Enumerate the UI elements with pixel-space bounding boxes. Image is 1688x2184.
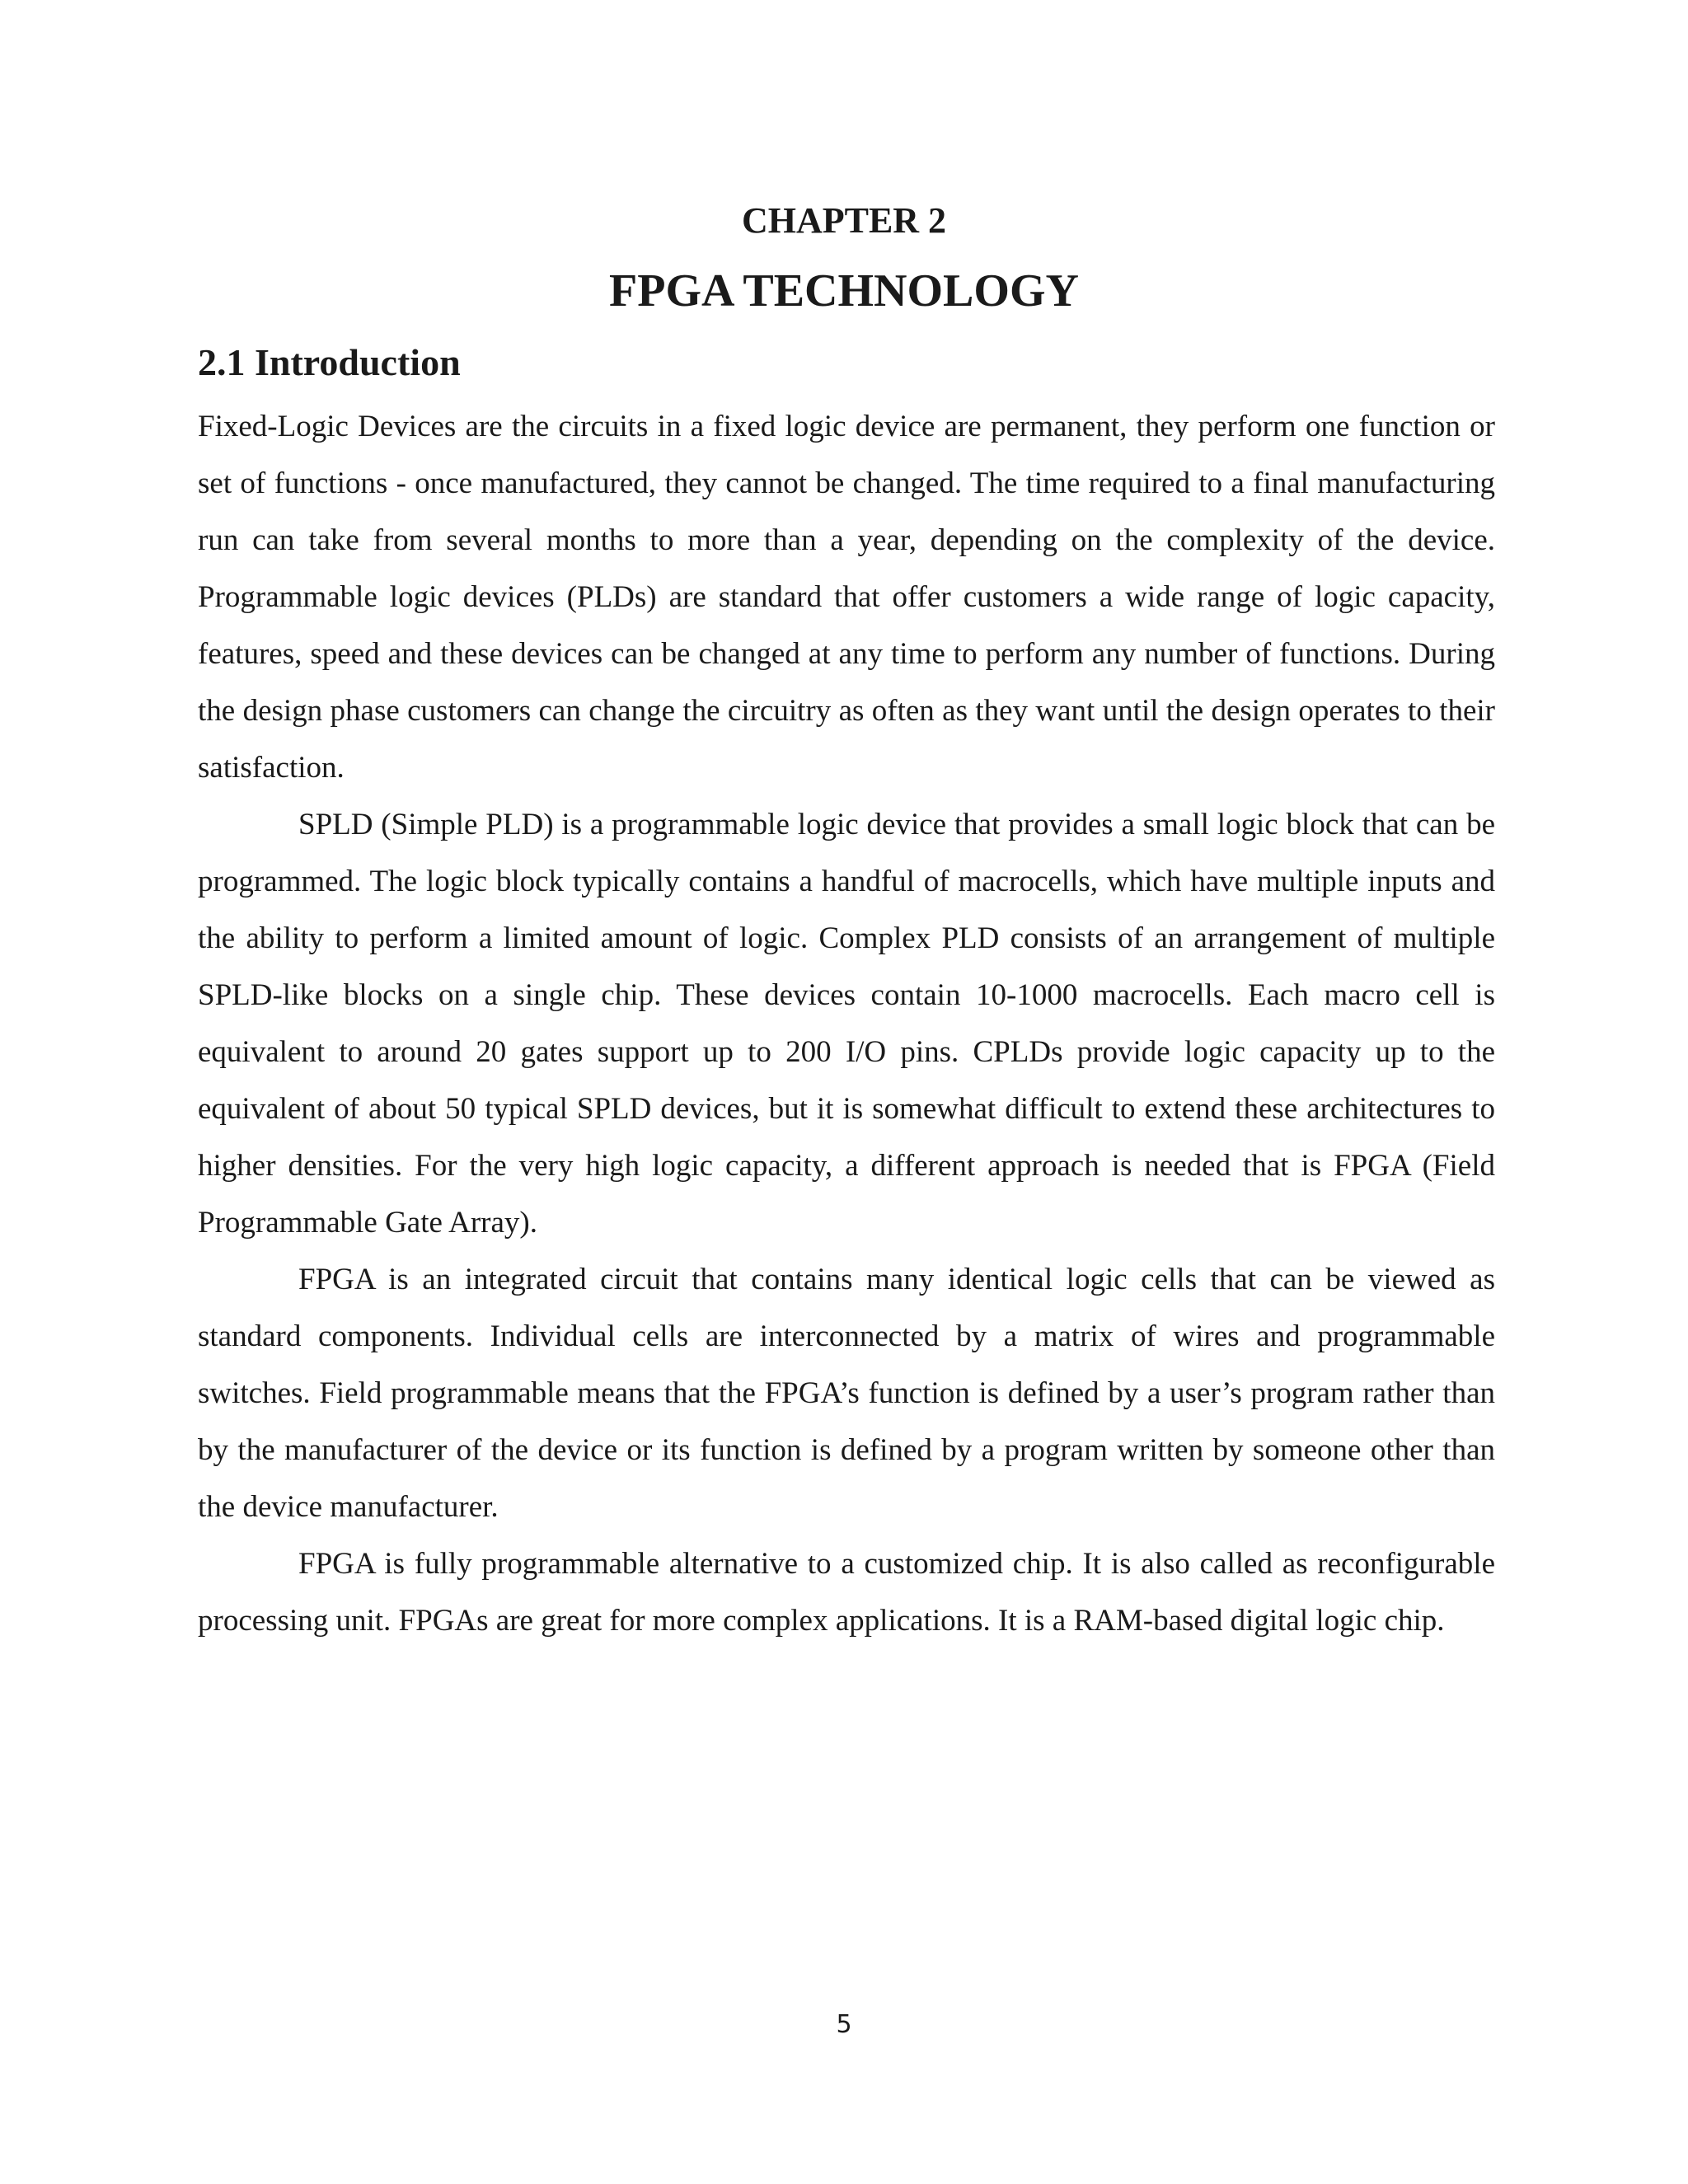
paragraph-fixed-logic-devices: Fixed-Logic Devices are the circuits in a fixed logic device are permanent, they perform one function or set of functions - once manufactured, they cannot be changed. The time required to a final manufacturing run can take from several months to more than a year, depending on the complexity of the device. Programmable logic devices (PLDs) are standard that offer customers a wide range of logic capacity, features, speed and these devices can be changed at any time to perform any number of functions. During the design phase customers can change the circuitry as often as they want until the design operates to their satisfaction. bbox=[198, 410, 1495, 785]
paragraph-fpga-alternative: FPGA is fully programmable alternative to a customized chip. It is also called as reconfigurable processing unit. FPGAs are great for more complex applications. It is a RAM-based digital logic chip. bbox=[198, 1547, 1495, 1638]
body-text bbox=[198, 398, 1495, 1649]
paragraph-spld: SPLD (Simple PLD) is a programmable logic device that provides a small logic block that can be programmed. The logic block typically contains a handful of macrocells, which have multiple inputs and the ability to perform a limited amount of logic. Complex PLD consists of an arrangement of multiple SPLD-like blocks on a single chip. These devices contain 10-1000 macrocells. Each macro cell is equivalent to around 20 gates support up to 200 I/O pins. CPLDs provide logic capacity up to the equivalent of about 50 typical SPLD devices, but it is somewhat difficult to extend these architectures to higher densities. For the very high logic capacity, a different approach is needed that is FPGA (Field Programmable Gate Array). bbox=[198, 808, 1495, 1240]
chapter-title: FPGA TECHNOLOGY bbox=[609, 265, 1079, 316]
chapter-label: CHAPTER 2 bbox=[741, 200, 947, 241]
section-heading: 2.1 Introduction bbox=[198, 341, 461, 383]
paragraph-fpga-definition: FPGA is an integrated circuit that contains many identical logic cells that can be viewed as standard components. Individual cells are interconnected by a matrix of wires and programmable switches. Field programmable means that the FPGA’s function is defined by a user’s program rather than by the manufacturer of the device or its function is defined by a program written by someone other than the device manufacturer. bbox=[198, 1263, 1495, 1524]
page-number: 5 bbox=[836, 2010, 852, 2039]
